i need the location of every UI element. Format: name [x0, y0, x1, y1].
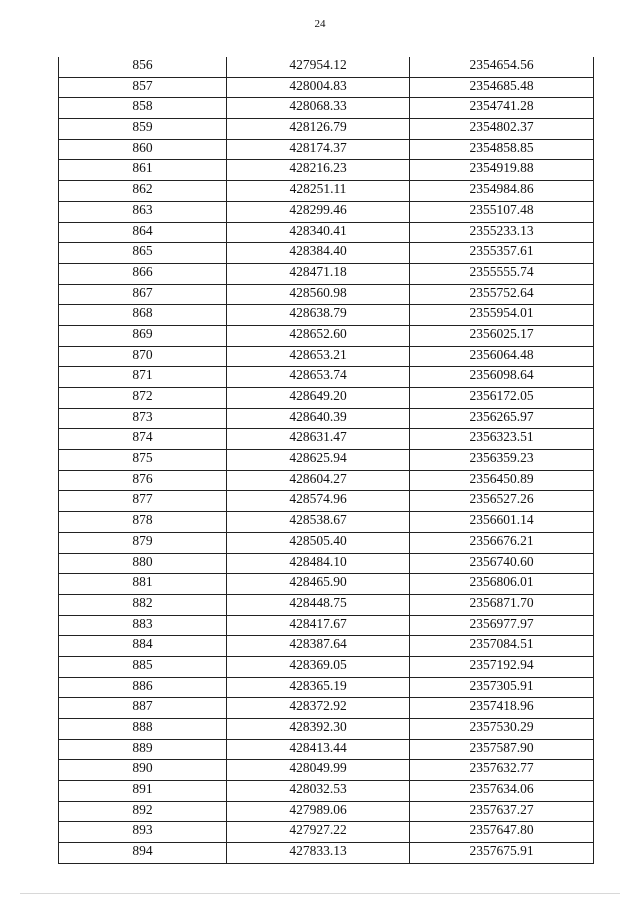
y-coordinate-cell: 2355233.13 [410, 222, 594, 243]
x-coordinate-cell: 428640.39 [227, 408, 410, 429]
table-row [59, 801, 594, 822]
y-coordinate-cell: 2356740.60 [410, 553, 594, 574]
x-coordinate-cell: 428625.94 [227, 450, 410, 471]
point-number-cell: 892 [59, 801, 227, 822]
x-coordinate-cell: 428471.18 [227, 263, 410, 284]
y-coordinate-cell: 2356450.89 [410, 470, 594, 491]
table-row [59, 243, 594, 264]
x-coordinate-cell: 427927.22 [227, 822, 410, 843]
y-coordinate-cell: 2356064.48 [410, 346, 594, 367]
y-coordinate-cell: 2357530.29 [410, 719, 594, 740]
table-row [59, 491, 594, 512]
x-coordinate-cell: 428653.21 [227, 346, 410, 367]
point-number-cell: 888 [59, 719, 227, 740]
y-coordinate-cell: 2356025.17 [410, 325, 594, 346]
y-coordinate-cell: 2357637.27 [410, 801, 594, 822]
point-number-cell: 877 [59, 491, 227, 512]
x-coordinate-cell: 428560.98 [227, 284, 410, 305]
table-row [59, 346, 594, 367]
y-coordinate-cell: 2357632.77 [410, 760, 594, 781]
table-row [59, 263, 594, 284]
y-coordinate-cell: 2357647.80 [410, 822, 594, 843]
y-coordinate-cell: 2354741.28 [410, 98, 594, 119]
point-number-cell: 858 [59, 98, 227, 119]
y-coordinate-cell: 2355357.61 [410, 243, 594, 264]
coordinates-table [58, 57, 594, 864]
table-row [59, 325, 594, 346]
y-coordinate-cell: 2356676.21 [410, 532, 594, 553]
y-coordinate-cell: 2357418.96 [410, 698, 594, 719]
y-coordinate-cell: 2355752.64 [410, 284, 594, 305]
y-coordinate-cell: 2357587.90 [410, 739, 594, 760]
y-coordinate-cell: 2356601.14 [410, 512, 594, 533]
y-coordinate-cell: 2357305.91 [410, 677, 594, 698]
x-coordinate-cell: 428340.41 [227, 222, 410, 243]
x-coordinate-cell: 428369.05 [227, 656, 410, 677]
y-coordinate-cell: 2354919.88 [410, 160, 594, 181]
point-number-cell: 860 [59, 139, 227, 160]
table-row [59, 160, 594, 181]
y-coordinate-cell: 2356323.51 [410, 429, 594, 450]
table-row [59, 843, 594, 864]
point-number-cell: 864 [59, 222, 227, 243]
point-number-cell: 889 [59, 739, 227, 760]
y-coordinate-cell: 2356806.01 [410, 574, 594, 595]
table-row [59, 822, 594, 843]
y-coordinate-cell: 2356098.64 [410, 367, 594, 388]
x-coordinate-cell: 428417.67 [227, 615, 410, 636]
x-coordinate-cell: 428413.44 [227, 739, 410, 760]
point-number-cell: 872 [59, 388, 227, 409]
y-coordinate-cell: 2357675.91 [410, 843, 594, 864]
table-row [59, 181, 594, 202]
table-row [59, 760, 594, 781]
x-coordinate-cell: 428126.79 [227, 119, 410, 140]
x-coordinate-cell: 428574.96 [227, 491, 410, 512]
x-coordinate-cell: 428505.40 [227, 532, 410, 553]
point-number-cell: 893 [59, 822, 227, 843]
table-row [59, 367, 594, 388]
y-coordinate-cell: 2356871.70 [410, 594, 594, 615]
y-coordinate-cell: 2356172.05 [410, 388, 594, 409]
x-coordinate-cell: 427954.12 [227, 57, 410, 77]
point-number-cell: 871 [59, 367, 227, 388]
y-coordinate-cell: 2356359.23 [410, 450, 594, 471]
x-coordinate-cell: 428032.53 [227, 781, 410, 802]
x-coordinate-cell: 428631.47 [227, 429, 410, 450]
point-number-cell: 880 [59, 553, 227, 574]
table-row [59, 553, 594, 574]
table-row [59, 305, 594, 326]
x-coordinate-cell: 428387.64 [227, 636, 410, 657]
x-coordinate-cell: 428484.10 [227, 553, 410, 574]
table-row [59, 781, 594, 802]
x-coordinate-cell: 428604.27 [227, 470, 410, 491]
x-coordinate-cell: 428653.74 [227, 367, 410, 388]
point-number-cell: 887 [59, 698, 227, 719]
table-row [59, 512, 594, 533]
point-number-cell: 891 [59, 781, 227, 802]
y-coordinate-cell: 2355555.74 [410, 263, 594, 284]
point-number-cell: 890 [59, 760, 227, 781]
point-number-cell: 870 [59, 346, 227, 367]
x-coordinate-cell: 428365.19 [227, 677, 410, 698]
point-number-cell: 881 [59, 574, 227, 595]
table-row [59, 574, 594, 595]
point-number-cell: 885 [59, 656, 227, 677]
point-number-cell: 857 [59, 77, 227, 98]
table-row [59, 119, 594, 140]
table-row [59, 77, 594, 98]
point-number-cell: 879 [59, 532, 227, 553]
table-row [59, 388, 594, 409]
table-row [59, 284, 594, 305]
x-coordinate-cell: 428174.37 [227, 139, 410, 160]
point-number-cell: 894 [59, 843, 227, 864]
table-row [59, 470, 594, 491]
y-coordinate-cell: 2356527.26 [410, 491, 594, 512]
coordinates-table-body [59, 57, 594, 863]
table-row [59, 677, 594, 698]
y-coordinate-cell: 2354802.37 [410, 119, 594, 140]
x-coordinate-cell: 428392.30 [227, 719, 410, 740]
table-row [59, 201, 594, 222]
x-coordinate-cell: 428004.83 [227, 77, 410, 98]
x-coordinate-cell: 428649.20 [227, 388, 410, 409]
x-coordinate-cell: 428465.90 [227, 574, 410, 595]
x-coordinate-cell: 428384.40 [227, 243, 410, 264]
x-coordinate-cell: 427833.13 [227, 843, 410, 864]
point-number-cell: 865 [59, 243, 227, 264]
table-row [59, 698, 594, 719]
point-number-cell: 875 [59, 450, 227, 471]
point-number-cell: 882 [59, 594, 227, 615]
table-row [59, 594, 594, 615]
point-number-cell: 878 [59, 512, 227, 533]
y-coordinate-cell: 2357084.51 [410, 636, 594, 657]
x-coordinate-cell: 428068.33 [227, 98, 410, 119]
y-coordinate-cell: 2354654.56 [410, 57, 594, 77]
x-coordinate-cell: 428299.46 [227, 201, 410, 222]
point-number-cell: 861 [59, 160, 227, 181]
point-number-cell: 869 [59, 325, 227, 346]
x-coordinate-cell: 428652.60 [227, 325, 410, 346]
y-coordinate-cell: 2355954.01 [410, 305, 594, 326]
table-row [59, 139, 594, 160]
table-row [59, 656, 594, 677]
x-coordinate-cell: 428216.23 [227, 160, 410, 181]
point-number-cell: 884 [59, 636, 227, 657]
point-number-cell: 867 [59, 284, 227, 305]
y-coordinate-cell: 2356977.97 [410, 615, 594, 636]
point-number-cell: 868 [59, 305, 227, 326]
y-coordinate-cell: 2357192.94 [410, 656, 594, 677]
y-coordinate-cell: 2356265.97 [410, 408, 594, 429]
x-coordinate-cell: 428638.79 [227, 305, 410, 326]
point-number-cell: 859 [59, 119, 227, 140]
y-coordinate-cell: 2354984.86 [410, 181, 594, 202]
x-coordinate-cell: 428251.11 [227, 181, 410, 202]
point-number-cell: 876 [59, 470, 227, 491]
point-number-cell: 866 [59, 263, 227, 284]
x-coordinate-cell: 428448.75 [227, 594, 410, 615]
table-row [59, 57, 594, 77]
point-number-cell: 862 [59, 181, 227, 202]
point-number-cell: 883 [59, 615, 227, 636]
table-row [59, 719, 594, 740]
x-coordinate-cell: 427989.06 [227, 801, 410, 822]
point-number-cell: 874 [59, 429, 227, 450]
y-coordinate-cell: 2357634.06 [410, 781, 594, 802]
table-row [59, 739, 594, 760]
table-row [59, 615, 594, 636]
point-number-cell: 856 [59, 57, 227, 77]
table-row [59, 450, 594, 471]
point-number-cell: 863 [59, 201, 227, 222]
bottom-divider [20, 893, 620, 894]
y-coordinate-cell: 2354858.85 [410, 139, 594, 160]
table-row [59, 429, 594, 450]
table-row [59, 532, 594, 553]
point-number-cell: 886 [59, 677, 227, 698]
table-row [59, 408, 594, 429]
page-number: 24 [314, 18, 326, 30]
table-row [59, 222, 594, 243]
point-number-cell: 873 [59, 408, 227, 429]
table-row [59, 636, 594, 657]
x-coordinate-cell: 428372.92 [227, 698, 410, 719]
y-coordinate-cell: 2354685.48 [410, 77, 594, 98]
table-row [59, 98, 594, 119]
x-coordinate-cell: 428049.99 [227, 760, 410, 781]
y-coordinate-cell: 2355107.48 [410, 201, 594, 222]
x-coordinate-cell: 428538.67 [227, 512, 410, 533]
